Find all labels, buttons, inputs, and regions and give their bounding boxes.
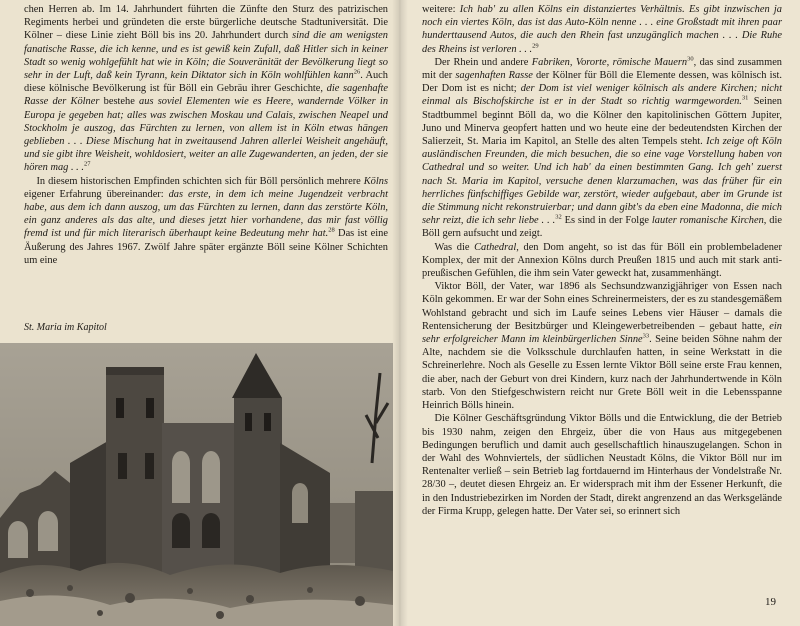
text-run: . Auch diese kölnische Bevölkerung ist für Böll ein Gebräu ihrer Geschichte,: [24, 70, 388, 95]
text-run: Der Rhein und andere: [434, 56, 532, 68]
paragraph: [422, 241, 782, 281]
paragraph: [24, 175, 388, 267]
right-page: [400, 0, 800, 626]
quote-run: sagenhaften Rasse: [455, 70, 533, 82]
text-run: Was die: [434, 241, 475, 253]
paragraph: [422, 56, 782, 241]
church-ruin-photo: [0, 343, 393, 626]
paragraph: [24, 3, 388, 175]
quote-run: Cathedral: [474, 241, 517, 253]
text-run: . Seine beiden Söhne nahm der Alte, nachdem sie die Volksschule durchlaufen hatten, in seine Werkstatt in die Schreinerlehre. Noch als Geselle zu Essen lernte Viktor Böll seine erste Frau kennen, die aber, nach der Geburt von drei Kindern, kurz nach der Jahrhundertwende in Köln starb. Von den Stiefgeschwistern reicht nur Grete Böll weit in die Lebensspanne Heinrich Bölls hinein.: [422, 334, 782, 412]
quote-run: ein sehr erfolgreicher Mann im kleinbürgerlichen Sinne: [422, 320, 782, 346]
paragraph: [422, 3, 782, 56]
quote-run: Kölns: [363, 175, 388, 187]
footnote-marker: 29: [532, 42, 539, 50]
quote-run: Fabriken, Vororte, römische Mauern: [531, 56, 688, 68]
quote-run: das erste, in dem ich meine Jugendzeit verbracht habe, aus dem ich dann auszog, um das Fürchten zu lernen, dann das zerstörte Köln, ein ganz anderes als das alte, und dieses jetzt hier vorhandene, das mir fast völlig fremd ist und für mich literarisch überhaupt keine Bedeutung mehr hat.: [24, 188, 389, 240]
quote-run: Ich hab' zu allen Kölns ein distanziertes Verhältnis. Es gibt inzwischen ja noch ein viertes Köln, das ist das Auto-Köln nenne . . . eine Großstadt mit ihren paar hunderttausend Autos, die auch den Rhein fast unzugänglich machen . . . Die Ruhe des Rheins ist verloren . . .: [422, 4, 782, 55]
photo-caption: St. Maria im Kapitol: [24, 322, 107, 333]
footnote-marker: 26: [353, 68, 361, 76]
footnote-marker: 30: [687, 55, 694, 63]
text-run: Seinen Stadtbummel beginnt Böll da, wo die Kölner den kapitolinischen Göttern Jupiter, Juno und Minerva geopfert hatten und wo heute eine der bedeutendsten Kirchen der Salierzeit, St. Maria im Kapitol, an Stelle des alten Tempels steht.: [422, 96, 782, 148]
footnote-marker: 28: [328, 226, 335, 234]
quote-run: sind die am wenigsten fanatische Rasse, die ich kenne, und es ist gewiß kein Zufall, daß Hitler sich in keiner Stadt so wenig wohlgefühlt hat wie in Köln; die Souveränität der Bevölkerung liegt so sehr in der Luft, daß kein Tyrann, kein Diktator sich in Köln wohlfühlen kann: [24, 30, 388, 82]
text-run: , die Böll gern aufsucht und zeigt.: [422, 215, 782, 240]
text-run: bestehe: [99, 96, 140, 108]
text-run: Es sind in der Folge: [561, 215, 652, 227]
footnote-marker: 32: [555, 213, 562, 221]
quote-run: aus soviel Elementen wie es Heere, wandernde Völker in Europa je gegeben hat; alles was zwischen Moskau und Calais, zwischen Neapel und Stockholm je auszog, das Fürchten zu lernen, von allem ist in Köln etwas hängen geblieben . . . Diese Mischung hat in zweitausend Jahren allerlei Weisheit angehäuft, und sie gibt ihre Weisheit, wohldosiert, weiter an alle Zugewanderten, an jeden, der sie hören mag . . .: [24, 96, 389, 174]
footnote-marker: 31: [741, 94, 749, 102]
page-number: 19: [765, 596, 776, 608]
footnote-marker: 33: [642, 332, 650, 340]
quote-run: die sagenhafte Rasse der Kölner: [24, 83, 388, 108]
quote-run: lauter romanische Kirchen: [651, 215, 764, 227]
text-run: Viktor Böll, der Vater, war 1896 als Sechsundzwanzigjähriger von Essen nach Köln gekommen. Er war der Sohn eines Schreinermeisters, der es zu standesgemäßem Wohlstand gebracht und sich im Laufe seines Lebens vier Häuser – damals die Rentensicherung der Besitzbürger und Kleingewerbetreibenden – gebaut hatte,: [422, 281, 782, 332]
quote-run: Ich zeige oft Köln ausländischen Freunden, die mich besuchen, die so eine vage Vorstellung haben von Cathedral und so weiter. Und ich hab' da einen bestimmten Gang. Ich geh' zuerst nach St. Maria im Kapitol, versuche denen klarzumachen, was das früher für ein herrliches fünfschiffiges Gebilde war, zerstört, wieder aufgebaut, aber im Grunde ist die Stimmung nicht rekonstruierbar; und dann gibt's da eben eine Madonna, die mich sehr reizt, die ich sehr liebe . . .: [422, 136, 782, 227]
footnote-marker: 27: [83, 160, 91, 168]
text-run: , das sind zusammen mit der: [422, 56, 783, 82]
right-page-text: [422, 3, 782, 518]
left-page-text: [24, 3, 388, 267]
paragraph: [422, 280, 782, 412]
text-run: weitere:: [422, 4, 460, 15]
text-run: Das ist eine Äußerung des Jahres 1967. Zwölf Jahre später ergänzte Böll seine Kölner Schichten um eine: [24, 228, 388, 266]
text-run: der Kölner für Böll die Elemente dessen, was kölnisch ist. Der Dom ist es nicht;: [422, 70, 783, 95]
text-run: chen Herren ab. Im 14. Jahrhundert führten die Zünfte den Sturz des patrizischen Regiments herbei und gründeten die erste bürgerliche deutsche Stadtuniversität. Die Kölner – diese Linie zieht Böll bis ins 20. Jahrhundert durch: [24, 4, 388, 42]
paragraph: [422, 412, 782, 518]
text-run: , den Dom angeht, so ist das für Böll ein problembeladener Komplex, der mit der Annexion Kölns durch Preußen 1815 und auch mit stark anti-preußischen Gefühlen, die ihm sein Vater geweckt hat, zusammenhängt.: [422, 241, 782, 280]
text-run: In diesem historischen Empfinden schichten sich für Böll persönlich mehrere: [36, 175, 364, 187]
text-run: Die Kölner Geschäftsgründung Viktor Bölls und die Entwicklung, die der Betrieb bis 1930 nahm, zeigen den Ehrgeiz, über die von Haus aus mitgegebenen Bedingungen beruflich und damit auch gesellschaftlich hinauszugelangen. Schon in der Wahl des Wohnviertels, der südlichen Neustadt Kölns, die Viktor Böll nur im Rentenalter verließ – sein Betrieb lag fortdauernd im Hinterhaus der Vondelstraße Nr. 28/30 –, deutet diesen Ehrgeiz an. Er widersprach mit ihm der Essener Herkunft, die in den Industriebezirken im Norden der Stadt, direkt angrenzend an das Werksgelände der Firma Krupp, gelegen hatte. Der Vater sei, so erinnert sich: [422, 413, 782, 517]
text-run: eigener Erfahrung übereinander:: [24, 188, 169, 200]
quote-run: der Dom ist viel weniger kölnisch als andere Kirchen; nicht einmal als Bischofskirche ist er in der Stadt so richtig warmgeworden.: [422, 83, 782, 108]
